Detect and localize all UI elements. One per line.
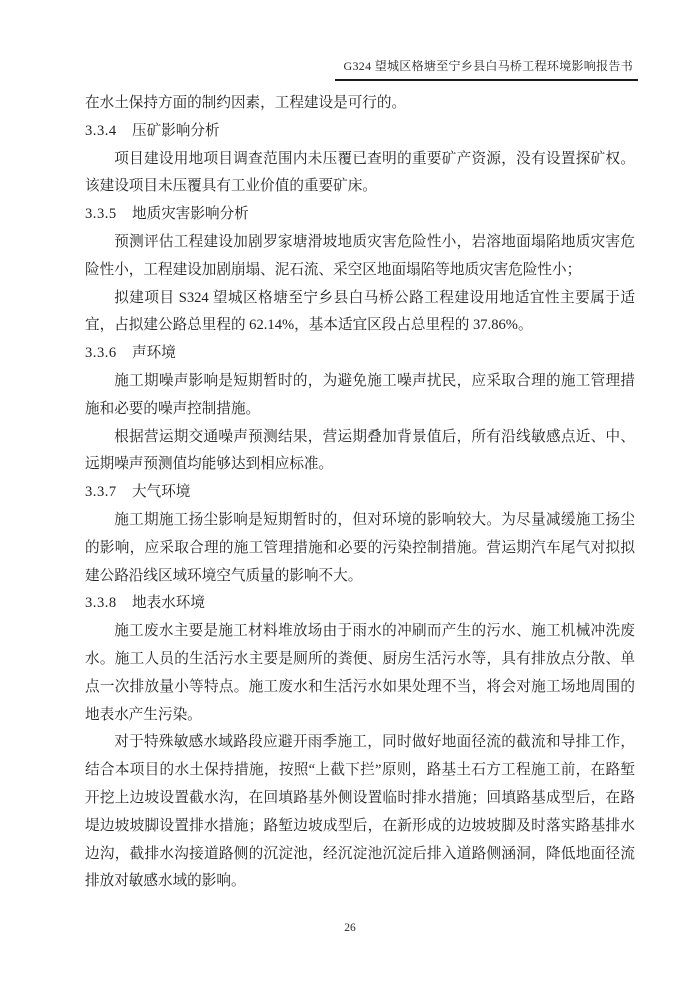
section-number: 3.3.8	[85, 595, 117, 612]
document-body	[85, 90, 635, 896]
section-title: 地质灾害影响分析	[132, 206, 249, 223]
paragraph: 施工废水主要是施工材料堆放场由于雨水的冲刷而产生的污水、施工机械冲洗废水。施工人员的生活污水主要是厕所的粪便、厨房生活污水等，具有排放点分散、单点一次排放量小等特点。施工废水和生活污水如果处理不当，将会对施工场地周围的地表水产生污染。	[85, 623, 635, 723]
section-title: 地表水环境	[132, 595, 205, 612]
section-heading	[85, 340, 635, 368]
section-number: 3.3.7	[85, 484, 117, 501]
section-heading	[85, 118, 635, 146]
page-footer	[0, 922, 700, 934]
section-number: 3.3.4	[85, 122, 117, 139]
section-heading	[85, 590, 635, 618]
page-header	[0, 59, 638, 81]
section-heading	[85, 201, 635, 229]
paragraph: 在水土保持方面的制约因素，工程建设是可行的。	[85, 95, 407, 111]
paragraph: 对于特殊敏感水域路段应避开雨季施工，同时做好地面径流的截流和导排工作，结合本项目的水土保持措施，按照“上截下拦”原则，路基土石方工程施工前，在路堑开挖上边坡设置截水沟，在回填路基外侧设置临时排水措施；回填路基成型后，在路堤边坡坡脚设置排水措施；路堑边坡成型后，在新形成的边坡坡脚及时落实路基排水边沟，截排水沟接道路侧的沉淀池，经沉淀池沉淀后排入道路侧涵洞，降低地面径流排放对敏感水域的影响。	[85, 734, 635, 890]
paragraph: 根据营运期交通噪声预测结果，营运期叠加背景值后，所有沿线敏感点近、中、远期噪声预测值均能够达到相应标准。	[85, 428, 635, 473]
paragraph: 预测评估工程建设加剧罗家塘滑坡地质灾害危险性小，岩溶地面塌陷地质灾害危险性小，工程建设加剧崩塌、泥石流、采空区地面塌陷等地质灾害危险性小；	[85, 233, 635, 278]
header-rule	[335, 59, 638, 81]
section-title: 压矿影响分析	[132, 122, 220, 139]
page-number: 26	[344, 922, 356, 934]
section-title: 大气环境	[132, 484, 191, 501]
section-number: 3.3.5	[85, 206, 117, 223]
section-title: 声环境	[132, 345, 176, 362]
paragraph: 施工期施工扬尘影响是短期暂时的，但对环境的影响较大。为尽量减缓施工扬尘的影响，应采取合理的施工管理措施和必要的污染控制措施。营运期汽车尾气对拟拟建公路沿线区域环境空气质量的影响不大。	[85, 511, 635, 584]
header-title: G324 望城区格塘至宁乡县白马桥工程环境影响报告书	[343, 59, 633, 73]
paragraph: 施工期噪声影响是短期暂时的，为避免施工噪声扰民，应采取合理的施工管理措施和必要的噪声控制措施。	[85, 372, 635, 417]
paragraph: 拟建项目 S324 望城区格塘至宁乡县白马桥公路工程建设用地适宜性主要属于适宜，占拟建公路总里程的 62.14%，基本适宜区段占总里程的 37.86%。	[85, 289, 635, 334]
section-number: 3.3.6	[85, 345, 117, 362]
paragraph: 项目建设用地项目调查范围内未压覆已查明的重要矿产资源，没有设置探矿权。该建设项目未压覆具有工业价值的重要矿床。	[85, 150, 635, 195]
section-heading	[85, 479, 635, 507]
